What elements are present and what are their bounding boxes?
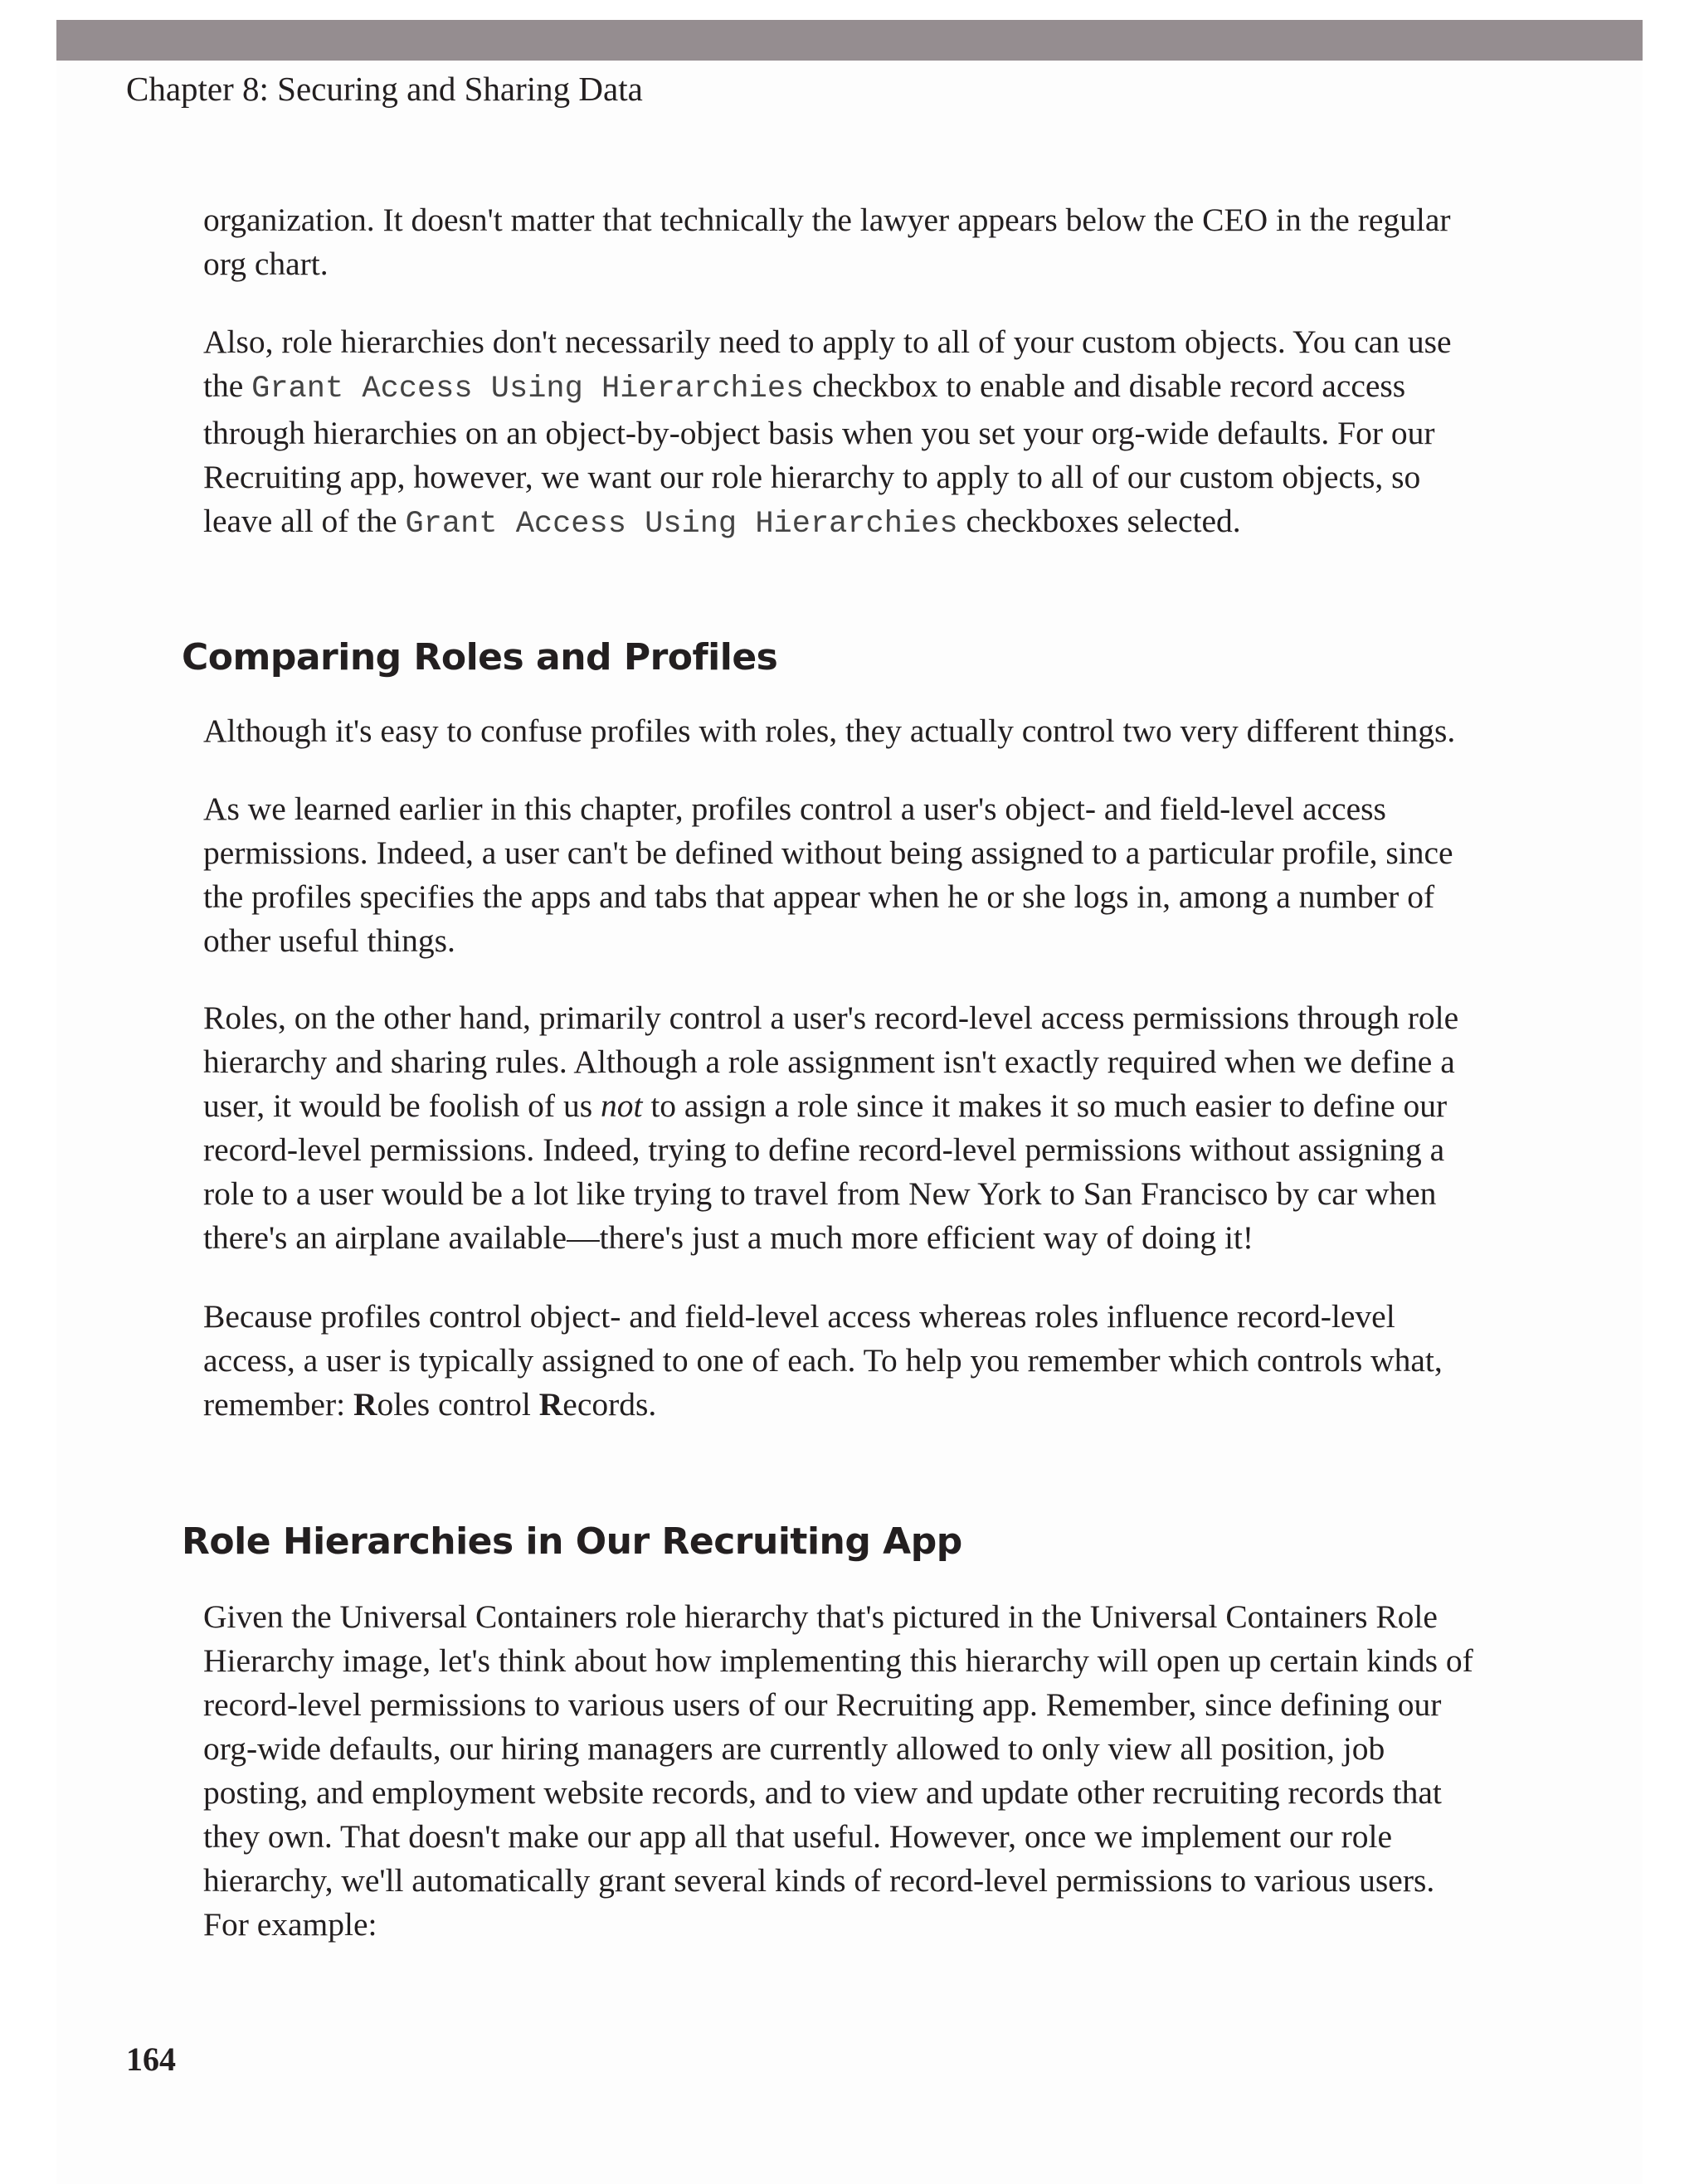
heading-comparing-roles-profiles: Comparing Roles and Profiles — [182, 636, 778, 679]
page-number: 164 — [126, 2041, 176, 2078]
bold-r-records: R — [538, 1386, 563, 1423]
emphasis-not: not — [600, 1087, 643, 1124]
paragraph-roles-control — [203, 996, 1481, 1260]
paragraph-profiles-control: As we learned earlier in this chapter, profiles control a user's object- and field-level access permissions. Indeed, a user can't be defined without being assigned to a particular profile, since the profiles specifies the apps and tabs that appear when he or she logs in, among a number of other useful things. — [203, 790, 1453, 959]
paragraph-roles-control-records — [203, 1295, 1481, 1427]
text-run: oles control — [377, 1386, 539, 1423]
text-run: Roles, on the other hand, primarily control a user's record-level access permissions through role hierarchy and sharing rules. Although a role assignment isn't exactly required when we define a user, it would be foolish of us — [203, 1000, 1459, 1124]
paragraph-universal-containers: Given the Universal Containers role hierarchy that's pictured in the Universal Containers Role Hierarchy image, let's think about how implementing this hierarchy will open up certain kinds of record-level permissions to various users of our Recruiting app. Remember, since defining our org-wide defaults, our hiring managers are currently allowed to only view all position, job posting, and employment website records, and to view and update other recruiting records that they own. That doesn't make our app all that useful. However, once we implement our role hierarchy, we'll automatically grant several kinds of record-level permissions to various users. For example: — [203, 1598, 1473, 1943]
text-run: checkbox to enable and disable record access through hierarchies on an object-by-object basis when you set your org-wide defaults. For our Recruiting app, however, we want our role hierarchy to apply to all of our custom objects, so leave all of the — [203, 367, 1435, 539]
header-bar — [56, 20, 1643, 61]
text-run: Also, role hierarchies don't necessarily need to apply to all of your custom objects. You can use the — [203, 323, 1452, 404]
text-run: Because profiles control object- and field-level access whereas roles influence record-level access, a user is typically assigned to one of each. To help you remember which controls what, remember: — [203, 1298, 1443, 1423]
paragraph-grant-access — [203, 320, 1481, 547]
text-run: checkboxes selected. — [957, 503, 1241, 539]
code-grant-access-2: Grant Access Using Hierarchies — [405, 507, 958, 542]
running-head: Chapter 8: Securing and Sharing Data — [126, 70, 643, 108]
heading-role-hierarchies-recruiting: Role Hierarchies in Our Recruiting App — [182, 1520, 962, 1563]
paragraph-confuse-profiles: Although it's easy to confuse profiles with roles, they actually control two very different things. — [203, 713, 1456, 749]
text-run: to assign a role since it makes it so much easier to define our record-level permissions. Indeed, trying to define record-level permissions without assigning a role to a user would be a lot like trying to travel from New York to San Francisco by car when there's an airplane available—there's just a much more efficient way of doing it! — [203, 1087, 1448, 1256]
bold-r-roles: R — [353, 1386, 377, 1423]
code-grant-access-1: Grant Access Using Hierarchies — [251, 372, 805, 406]
paragraph-continuation: organization. It doesn't matter that technically the lawyer appears below the CEO in the regular org chart. — [203, 202, 1451, 282]
text-run: ecords. — [562, 1386, 657, 1423]
